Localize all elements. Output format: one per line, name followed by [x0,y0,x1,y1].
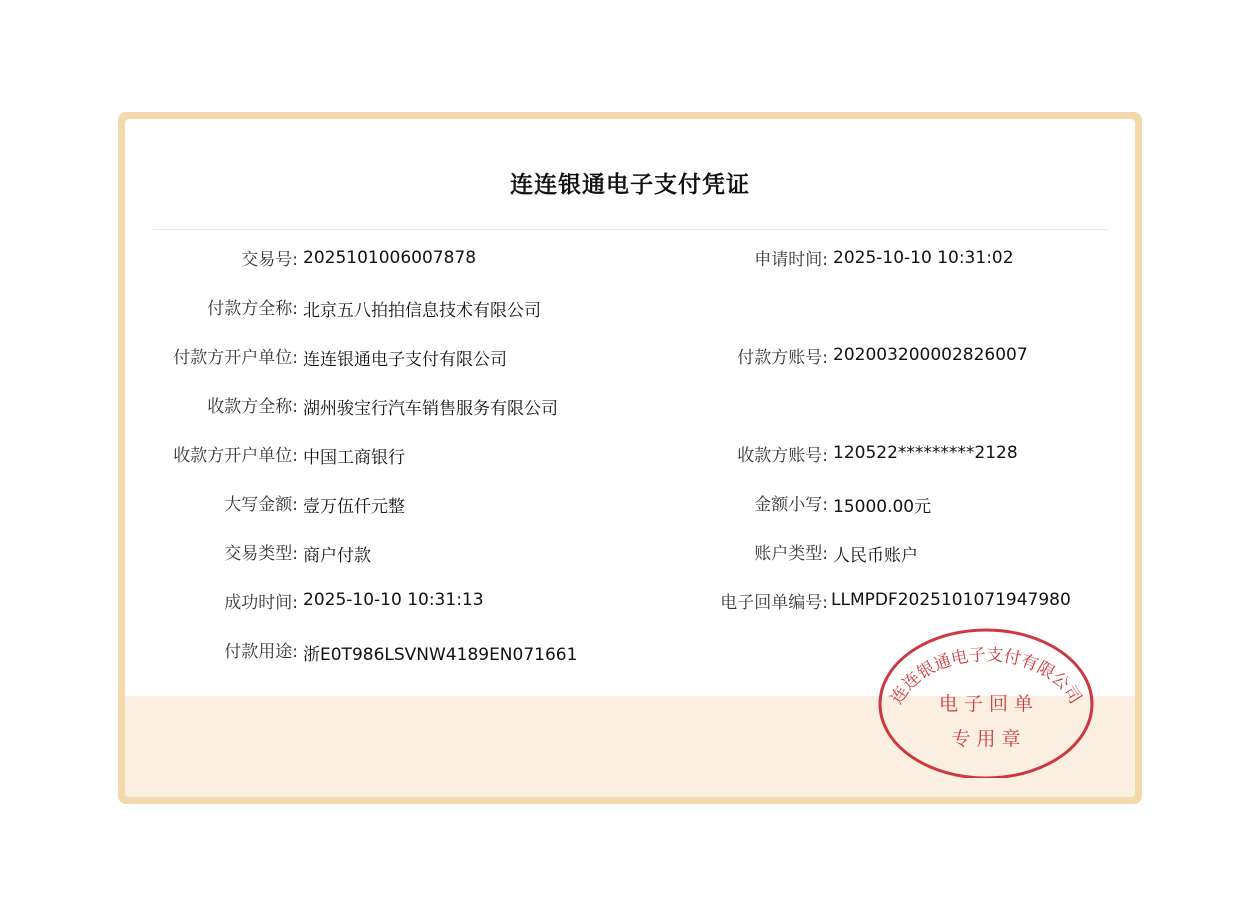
trade-type-label: 交易类型: [224,544,298,564]
receipt-no-value: LLMPDF2025101071947980 [831,590,1071,610]
apply-time-label: 申请时间: [754,250,828,270]
apply-time-value: 2025-10-10 10:31:02 [833,248,1014,268]
receipt-no-label: 电子回单编号: [720,593,828,613]
payee-name-label: 收款方全称: [207,397,298,417]
payee-bank-value: 中国工商银行 [303,448,405,468]
payer-bank-label: 付款方开户单位: [173,348,298,368]
voucher-title: 连连银通电子支付凭证 [510,172,750,198]
trade-no-value: 2025101006007878 [303,248,477,268]
payee-account-value: 120522*********2128 [833,443,1018,463]
seal-ring-text: 连连银通电子支付有限公司 [886,645,1086,708]
seal-line-1: 电 子 回 单 [938,693,1034,715]
trade-type-value: 商户付款 [303,546,371,566]
title-divider [153,229,1107,230]
payee-name-value: 湖州骏宝行汽车销售服务有限公司 [303,399,558,419]
payer-name-label: 付款方全称: [207,299,298,319]
amount-lower-value: 15000.00元 [833,497,932,517]
success-time-value: 2025-10-10 10:31:13 [303,590,484,610]
success-time-label: 成功时间: [224,593,298,613]
trade-no-label: 交易号: [241,250,298,270]
purpose-value: 浙E0T986LSVNW4189EN071661 [303,645,578,665]
voucher-body [125,119,1135,797]
payee-account-label: 收款方账号: [737,446,828,466]
amount-upper-value: 壹万伍仟元整 [303,497,405,517]
account-type-label: 账户类型: [754,544,828,564]
payer-account-value: 202003200002826007 [833,345,1028,365]
seal-line-2: 专 用 章 [951,728,1021,750]
purpose-label: 付款用途: [224,642,298,662]
payment-voucher [118,112,1142,804]
payer-bank-value: 连连银通电子支付有限公司 [303,350,507,370]
payer-name-value: 北京五八拍拍信息技术有限公司 [303,301,541,321]
payer-account-label: 付款方账号: [737,348,828,368]
account-type-value: 人民币账户 [833,546,918,566]
official-seal [877,624,1095,778]
amount-lower-label: 金额小写: [754,495,828,515]
payee-bank-label: 收款方开户单位: [173,446,298,466]
amount-upper-label: 大写金额: [224,495,298,515]
